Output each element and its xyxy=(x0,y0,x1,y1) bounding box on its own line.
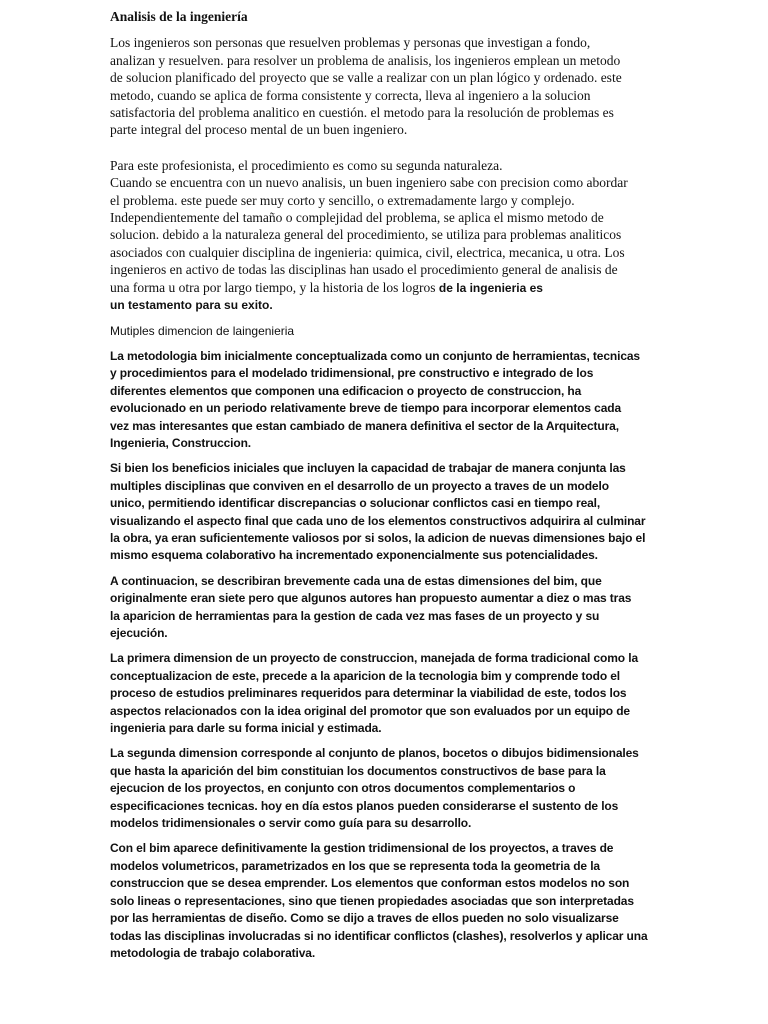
paragraph-1-line: satisfactoria del problema analitico en cuestión. el metodo para la resolución de problemas es xyxy=(110,105,614,121)
paragraph-8-line: modelos volumetricos, parametrizados en los que se representa toda la geometria de la xyxy=(110,858,600,873)
paragraph-1-line: analizan y resuelven. para resolver un problema de analisis, los ingenieros emplean un metodo xyxy=(110,52,621,68)
paragraph-4-line: unico, permitiendo identificar discrepancias o solucionar conflictos casi en tiempo real, xyxy=(110,496,601,511)
paragraph-3-line: La metodologia bim inicialmente conceptualizada como un conjunto de herramientas, tecnicas xyxy=(110,348,640,363)
paragraph-1-line: parte integral del proceso mental de un buen ingeniero. xyxy=(110,122,408,138)
paragraph-2-line-text: una forma u otra por largo tiempo, y la historia de los logros xyxy=(110,279,436,295)
paragraph-6-line: ingenieria para darle su forma inicial y estimada. xyxy=(110,721,382,736)
paragraph-1 xyxy=(110,34,662,138)
paragraph-2-line: Cuando se encuentra con un nuevo analisis, un buen ingeniero sabe con precision como abordar xyxy=(110,175,628,191)
paragraph-4-line: mismo esquema colaborativo ha incrementado exponencialmente sus potencialidades. xyxy=(110,548,598,563)
paragraph-7-line: especificaciones tecnicas. hoy en día estos planos pueden considerarse el sustento de los xyxy=(110,798,619,813)
paragraph-6-line: conceptualizacion de este, precede a la aparicion de la tecnologia bim y comprende todo el xyxy=(110,668,621,683)
paragraph-6 xyxy=(110,650,662,737)
paragraph-4-line: la obra, ya eran suficientemente valiosos por si solos, la adicion de nuevas dimensiones bajo el xyxy=(110,530,646,545)
paragraph-2-line: solucion. debido a la naturaleza general del procedimiento, se utiliza para problemas analiticos xyxy=(110,227,622,243)
paragraph-8-line: por las herramientas de diseño. Como se dijo a traves de ellos pueden no solo visualizarse xyxy=(110,911,619,926)
paragraph-2-tail-a: de la ingenieria es xyxy=(435,280,543,295)
paragraph-2-line: Independientemente del tamaño o complejidad del problema, se aplica el mismo metodo de xyxy=(110,210,604,226)
paragraph-7 xyxy=(110,745,662,832)
paragraph-2-line: Para este profesionista, el procedimiento es como su segunda naturaleza. xyxy=(110,157,503,173)
paragraph-8-line: construccion que se desea emprender. Los elementos que conforman estos modelos no son xyxy=(110,876,630,891)
paragraph-3-line: Ingenieria, Construccion. xyxy=(110,435,252,450)
paragraph-3-line: y procedimientos para el modelado tridimensional, pre constructivo e integrado de los xyxy=(110,366,594,381)
paragraph-4 xyxy=(110,460,662,564)
paragraph-3 xyxy=(110,348,662,452)
paragraph-8-line: Con el bim aparece definitivamente la gestion tridimensional de los proyectos, a traves de xyxy=(110,841,614,856)
paragraph-2-line: asociados con cualquier disciplina de ingenieria: quimica, civil, electrica, mecanica, u otra. Los xyxy=(110,244,625,260)
paragraph-7-line: que hasta la aparición del bim constituian los documentos constructivos de base para la xyxy=(110,763,606,778)
paragraph-2-tail-b: un testamento para su exito. xyxy=(110,298,273,313)
paragraph-5-line: la aparicion de herramientas para la gestion de cada vez mas fases de un proyecto y su xyxy=(110,608,600,623)
section-subheading: Mutiples dimencion de laingenieria xyxy=(110,323,295,338)
paragraph-7-line: modelos tridimensionales o servir como guía para su desarrollo. xyxy=(110,816,472,831)
paragraph-2-line-mixed xyxy=(110,279,662,297)
paragraph-6-line: aspectos relacionados con la idea original del promotor que son evaluados por un equipo de xyxy=(110,703,630,718)
paragraph-4-line: visualizando el aspecto final que cada uno de los elementos constructivos adquirira al culminar xyxy=(110,513,646,528)
paragraph-5-line: originalmente eran siete pero que algunos autores han propuesto aumentar a diez o mas tras xyxy=(110,591,632,606)
document-title: Analisis de la ingeniería xyxy=(110,9,248,24)
paragraph-5-line: ejecución. xyxy=(110,626,168,640)
paragraph-5-line: A continuacion, se describiran brevemente cada una de estas dimensiones del bim, que xyxy=(110,573,602,588)
paragraph-2-line: ingenieros en activo de todas las disciplinas han usado el procedimiento general de analisis de xyxy=(110,262,618,278)
document-page xyxy=(110,8,662,970)
paragraph-8-line: solo lineas o representaciones, sino que tienen propiedades asociadas que son interpretadas xyxy=(110,893,634,908)
paragraph-1-line: metodo, cuando se aplica de forma consistente y correcta, lleva al ingeniero a la solucion xyxy=(110,87,591,103)
paragraph-4-line: multiples disciplinas que conviven en el desarrollo de un proyecto a traves de un modelo xyxy=(110,478,609,493)
paragraph-6-line: La primera dimension de un proyecto de construccion, manejada de forma tradicional como la xyxy=(110,651,638,666)
paragraph-3-line: diferentes elementos que componen una edificacion o proyecto de construccion, ha xyxy=(110,383,582,398)
paragraph-6-line: proceso de estudios preliminares requeridos para determinar la viabilidad de este, todos los xyxy=(110,686,627,701)
paragraph-7-line: La segunda dimension corresponde al conjunto de planos, bocetos o dibujos bidimensionales xyxy=(110,746,639,761)
paragraph-8-line: todas las disciplinas involucradas si no identificar conflictos (clashes), resolverlos y aplicar una xyxy=(110,928,648,943)
paragraph-2-line: el problema. este puede ser muy corto y sencillo, o extremadamente largo y complejo. xyxy=(110,192,575,208)
paragraph-2 xyxy=(110,157,662,315)
paragraph-3-line: evolucionado en un periodo relativamente breve de tiempo para incorporar elementos cada xyxy=(110,401,622,416)
paragraph-7-line: ejecucion de los proyectos, en conjunto con otros documentos complementarios o xyxy=(110,781,576,796)
paragraph-1-line: de solucion planificado del proyecto que se valle a realizar con un plan lógico y ordenado. este xyxy=(110,70,622,86)
paragraph-4-line: Si bien los beneficios iniciales que incluyen la capacidad de trabajar de manera conjunta las xyxy=(110,461,626,476)
paragraph-8-line: metodologia de trabajo colaborativa. xyxy=(110,945,316,960)
paragraph-1-line: Los ingenieros son personas que resuelven problemas y personas que investigan a fondo, xyxy=(110,35,591,51)
paragraph-5 xyxy=(110,573,662,643)
paragraph-3-line: vez mas interesantes que estan cambiado de manera definitiva el sector de la Arquitectura, xyxy=(110,418,619,433)
paragraph-8 xyxy=(110,840,662,962)
